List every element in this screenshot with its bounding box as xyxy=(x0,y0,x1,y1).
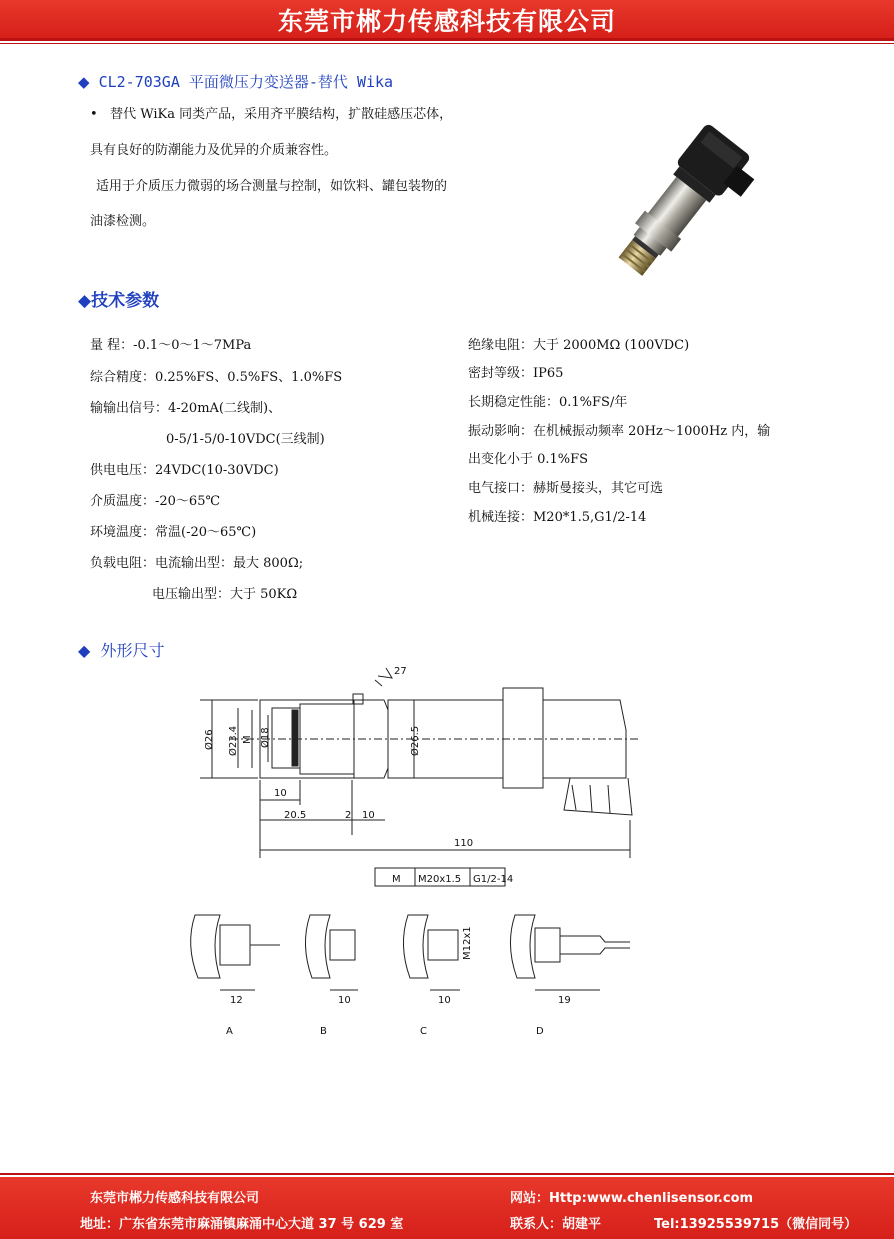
spec-vibration: 振动影响：在机械振动频率 20Hz～1000Hz 内，输 xyxy=(468,424,771,439)
footer-address: 地址：广东省东莞市麻涌镇麻涌中心大道 37 号 629 室 xyxy=(80,1217,404,1232)
spec-vibration-2: 出变化小于 0.1%FS xyxy=(468,452,589,467)
product-photo xyxy=(562,120,762,290)
header-divider xyxy=(0,38,894,41)
footer-tel: Tel:13925539715（微信同号） xyxy=(654,1217,858,1232)
page-footer xyxy=(0,1177,894,1239)
spec-ambient-temp: 环境温度：常温(-20～65℃) xyxy=(90,525,257,540)
dim-l2: 2 xyxy=(345,810,352,821)
option-a: A xyxy=(226,1026,233,1037)
spec-protection: 密封等级：IP65 xyxy=(468,366,564,381)
desc-line-1: • 替代 WiKa 同类产品，采用齐平膜结构，扩散硅感压芯体， xyxy=(90,107,453,122)
diamond-icon: ◆ xyxy=(78,641,91,660)
dim-m: M xyxy=(242,735,253,744)
company-title: 东莞市郴力传感科技有限公司 xyxy=(277,7,616,36)
dim-l110: 110 xyxy=(454,838,474,849)
table-m: M xyxy=(392,874,401,885)
diamond-icon: ◆ xyxy=(78,291,92,311)
spec-electrical: 电气接口：赫斯曼接头，其它可选 xyxy=(468,481,664,496)
desc-line-4: 油漆检测。 xyxy=(90,214,156,229)
dim-b10: 10 xyxy=(338,995,351,1006)
product-title: ◆ CL2-703GA 平面微压力变送器-替代 Wika xyxy=(78,73,394,91)
page-header xyxy=(0,0,894,38)
spec-stability: 长期稳定性能：0.1%FS/年 xyxy=(468,395,628,410)
dim-a12: 12 xyxy=(230,995,243,1006)
dim-d18: Ø18 xyxy=(260,727,271,748)
dim-l10a: 10 xyxy=(274,788,287,799)
desc-line-2: 具有良好的防潮能力及优异的介质兼容性。 xyxy=(90,143,338,158)
header-divider-thin xyxy=(0,43,894,44)
diamond-icon: ◆ xyxy=(78,73,90,91)
specs-title: ◆技术参数 xyxy=(78,291,160,311)
dim-m12: M12x1 xyxy=(462,926,473,960)
dimensions-title: ◆ 外形尺寸 xyxy=(78,641,165,660)
option-d: D xyxy=(536,1026,544,1037)
spec-mechanical: 机械连接：M20*1.5,G1/2-14 xyxy=(468,510,647,525)
footer-divider xyxy=(0,1173,894,1175)
spec-medium-temp: 介质温度：-20～65℃ xyxy=(90,494,221,509)
footer-company: 东莞市郴力传感科技有限公司 xyxy=(90,1191,260,1206)
table-m20: M20x1.5 xyxy=(418,874,462,885)
spec-output: 输输出信号：4-20mA(二线制)、 xyxy=(90,401,282,416)
table-g: G1/2-14 xyxy=(473,874,514,885)
spec-range: 量 程：-0.1～0～1～7MPa xyxy=(90,338,252,353)
option-c: C xyxy=(420,1026,427,1037)
spec-output-voltage: 0-5/1-5/0-10VDC(三线制) xyxy=(166,432,325,447)
dim-d19: 19 xyxy=(558,995,571,1006)
footer-contact: 联系人：胡建平 xyxy=(510,1217,602,1232)
option-b: B xyxy=(320,1026,327,1037)
dimension-drawing xyxy=(180,660,660,1040)
spec-insulation: 绝缘电阻：大于 2000MΩ (100VDC) xyxy=(468,338,690,353)
footer-website[interactable]: 网站：Http:www.chenlisensor.com xyxy=(510,1191,754,1206)
dim-d234: Ø23.4 xyxy=(228,725,239,756)
spec-supply: 供电电压：24VDC(10-30VDC) xyxy=(90,463,279,478)
desc-line-3: 适用于介质压力微弱的场合测量与控制，如饮料、罐包装物的 xyxy=(96,179,448,194)
dim-d265: Ø26.5 xyxy=(410,725,421,756)
dim-d26: Ø26 xyxy=(204,729,215,750)
dim-l205: 20.5 xyxy=(284,810,307,821)
spec-load-voltage: 电压输出型：大于 50KΩ xyxy=(152,587,298,602)
dim-l10b: 10 xyxy=(362,810,375,821)
dim-27: 27 xyxy=(394,666,407,677)
spec-accuracy: 综合精度：0.25%FS、0.5%FS、1.0%FS xyxy=(90,370,343,385)
dim-c10: 10 xyxy=(438,995,451,1006)
spec-load-current: 负载电阻：电流输出型：最大 800Ω; xyxy=(90,556,304,571)
